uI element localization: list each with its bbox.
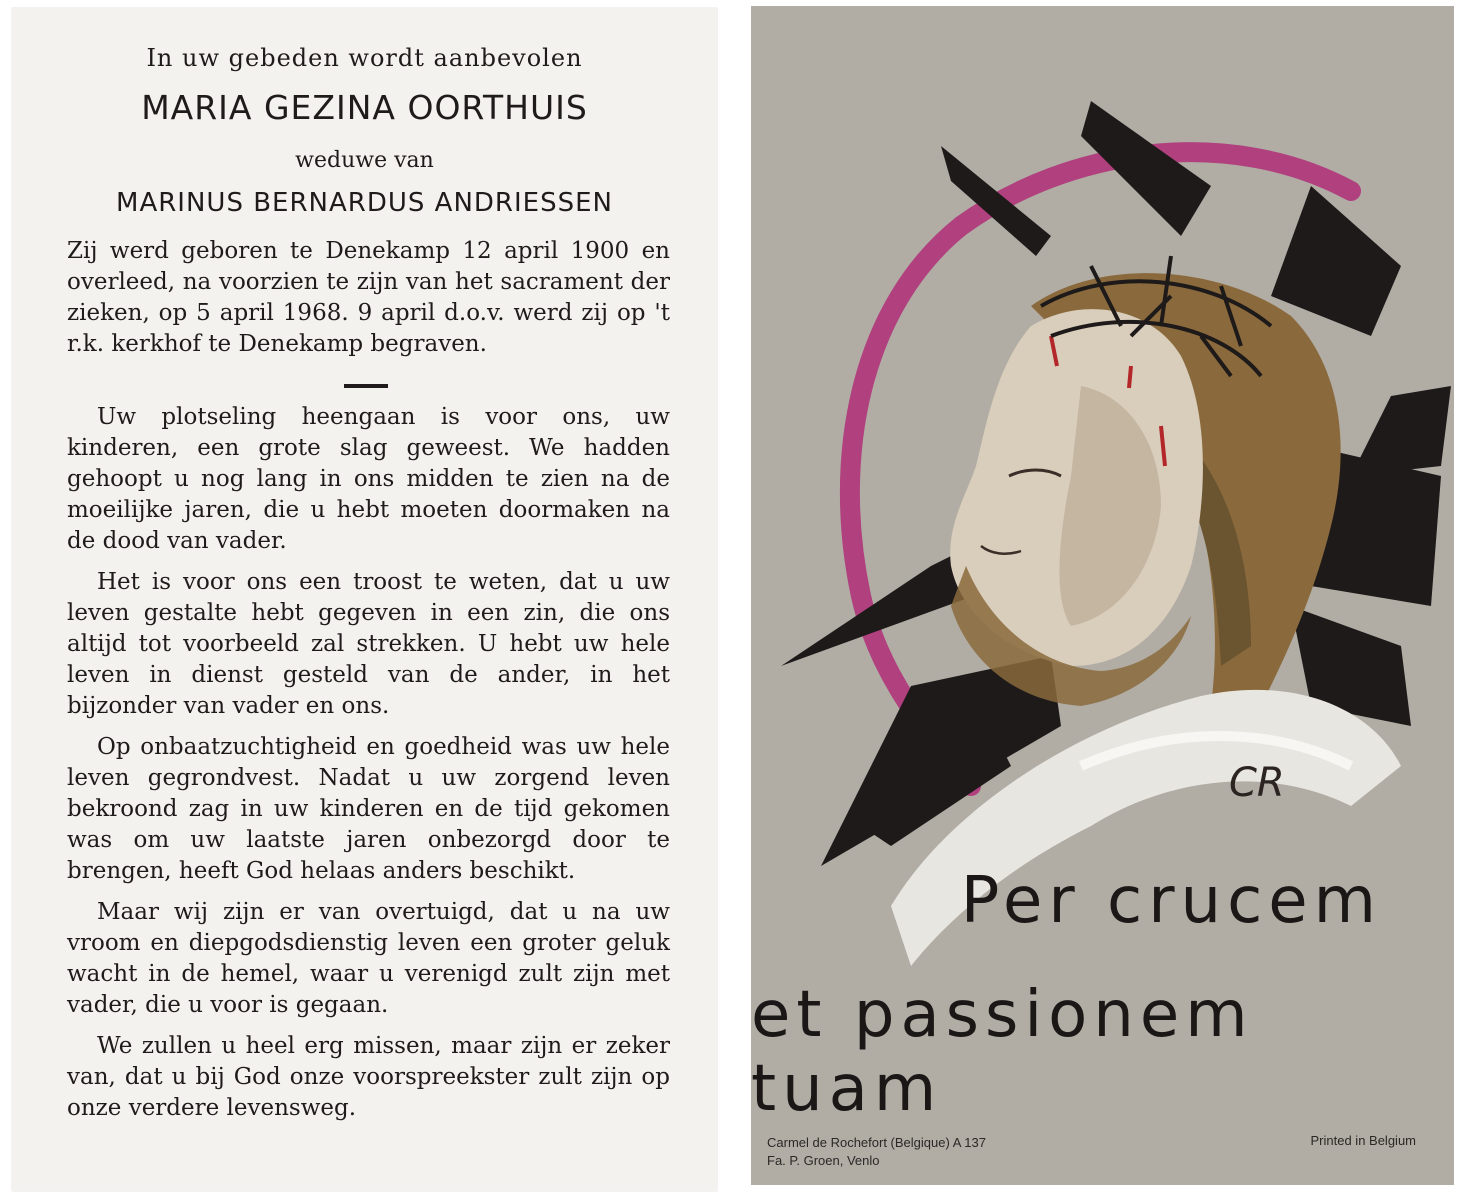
spouse-name: MARINUS BERNARDUS ANDRIESSEN bbox=[116, 188, 613, 218]
widow-of-line: weduwe van bbox=[295, 148, 434, 173]
separator-dash bbox=[344, 384, 388, 388]
biography-block bbox=[67, 236, 670, 360]
message-paragraph: Maar wij zijn er van overtuigd, dat u na uw vroom en diepgodsdienstig leven een groter geluk wacht in de hemel, waar u verenigd zult zijn met vader, die u voor is gegaan. bbox=[67, 899, 670, 1018]
message-paragraph: Uw plotseling heengaan is voor ons, uw kinderen, een grote slag geweest. We hadden gehoopt u nog lang in ons midden te zien na de moeilijke jaren, die u hebt moeten doormaken na de dood van vader. bbox=[67, 404, 670, 554]
intro-line: In uw gebeden wordt aanbevolen bbox=[146, 44, 583, 72]
latin-inscription-line-1: Per crucem bbox=[960, 864, 1382, 938]
message-paragraph: We zullen u heel erg missen, maar zijn er zeker van, dat u bij God onze voorspreekster zult zijn op onze verdere levensweg. bbox=[67, 1033, 670, 1121]
latin-inscription-line-2: et passionem tuam bbox=[751, 978, 1254, 1126]
message-paragraph: Het is voor ons een troost te weten, dat u uw leven gestalte hebt gegeven in een zin, die ons altijd tot voorbeeld zal strekken. U hebt uw hele leven in dienst gesteld van de ander, in het bijzonder van vader en ons. bbox=[67, 569, 670, 719]
printed-in-label: Printed in Belgium bbox=[1310, 1133, 1416, 1148]
memorial-card-image-side bbox=[751, 6, 1454, 1185]
publisher-imprint bbox=[767, 1134, 986, 1170]
artist-monogram: CR bbox=[1229, 760, 1285, 806]
memorial-card-text-side bbox=[12, 8, 717, 1191]
biography-text: Zij werd geboren te Denekamp 12 april 1900 en overleed, na voorzien te zijn van het sacrament der zieken, op 5 april 1968. 9 april d.o.v. werd zij op 't r.k. kerkhof te Denekamp begraven. bbox=[67, 238, 670, 357]
deceased-name: MARIA GEZINA OORTHUIS bbox=[141, 88, 588, 127]
messages-block bbox=[67, 402, 670, 1124]
imprint-line-2: Fa. P. Groen, Venlo bbox=[767, 1153, 880, 1168]
imprint-line-1: Carmel de Rochefort (Belgique) A 137 bbox=[767, 1135, 986, 1150]
message-paragraph: Op onbaatzuchtigheid en goedheid was uw hele leven gegrondvest. Nadat u uw zorgend leven bekroond zag in uw kinderen en de tijd gekomen was om uw laatste jaren onbezorgd door te brengen, heeft God helaas anders beschikt. bbox=[67, 734, 670, 884]
